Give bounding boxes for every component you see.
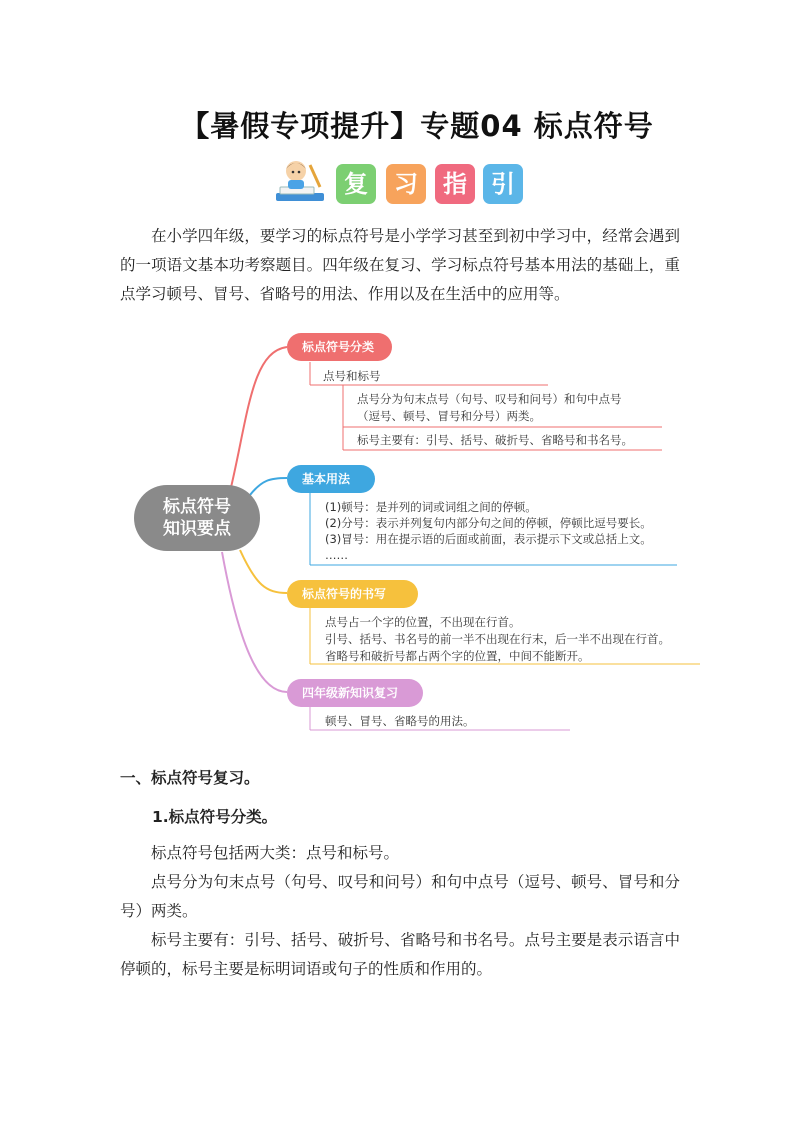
- guide-tile-zhi: 指: [435, 164, 475, 204]
- section-subheading: 1.标点符号分类。: [152, 808, 278, 826]
- classification-item-3: 标号主要有：引号、括号、破折号、省略号和书名号。: [357, 433, 633, 447]
- branch-classification-subtitle: 点号和标号: [323, 369, 381, 383]
- branch-writing: 标点符号的书写: [287, 580, 418, 608]
- guide-tile-fu: 复: [336, 164, 376, 204]
- guide-tile-yin: 引: [483, 164, 523, 204]
- section-body: [120, 839, 680, 984]
- branch-basic-usage: 基本用法: [287, 465, 375, 493]
- center-line-1: 标点符号: [163, 497, 231, 517]
- writing-item-1: 点号占一个字的位置，不出现在行首。: [325, 615, 521, 629]
- usage-item-3: (3)冒号：用在提示语的后面或前面，表示提示下文或总括上文。: [325, 532, 652, 546]
- branch-grade-four-review: 四年级新知识复习: [287, 679, 423, 707]
- usage-item-2: (2)分号：表示并列复句内部分句之间的停顿，停顿比逗号要长。: [325, 516, 652, 530]
- usage-item-4: ……: [325, 548, 348, 562]
- review-item-1: 顿号、冒号、省略号的用法。: [325, 714, 475, 728]
- section-heading: 一、标点符号复习。: [120, 769, 260, 787]
- mindmap-center-node: [134, 485, 260, 551]
- body-paragraph-2: 点号分为句末点号（句号、叹号和问号）和句中点号（逗号、顿号、冒号和分号）两类。: [120, 873, 680, 920]
- writing-item-3: 省略号和破折号都占两个字的位置，中间不能断开。: [325, 649, 590, 663]
- writing-item-2: 引号、括号、书名号的前一半不出现在行末，后一半不出现在行首。: [325, 632, 670, 646]
- body-paragraph-1: 标点符号包括两大类：点号和标号。: [151, 844, 400, 862]
- classification-item-2: （逗号、顿号、冒号和分号）两类。: [357, 409, 541, 423]
- classification-item-1: 点号分为句末点号（句号、叹号和问号）和句中点号: [357, 392, 622, 406]
- body-paragraph-3: 标号主要有：引号、括号、破折号、省略号和书名号。点号主要是表示语言中停顿的，标号主要是标明词语或句子的性质和作用的。: [120, 931, 680, 978]
- intro-text: 在小学四年级，要学习的标点符号是小学学习甚至到初中学习中，经常会遇到的一项语文基本功考察题目。四年级在复习、学习标点符号基本用法的基础上，重点学习顿号、冒号、省略号的用法、作用以及在生活中的应用等。: [120, 227, 680, 303]
- guide-tile-xi: 习: [386, 164, 426, 204]
- usage-item-1: (1)顿号：是并列的词或词组之间的停顿。: [325, 500, 537, 514]
- center-line-2: 知识要点: [163, 519, 231, 539]
- page-title: 【暑假专项提升】专题04 标点符号: [180, 109, 654, 143]
- branch-classification: 标点符号分类: [287, 333, 392, 361]
